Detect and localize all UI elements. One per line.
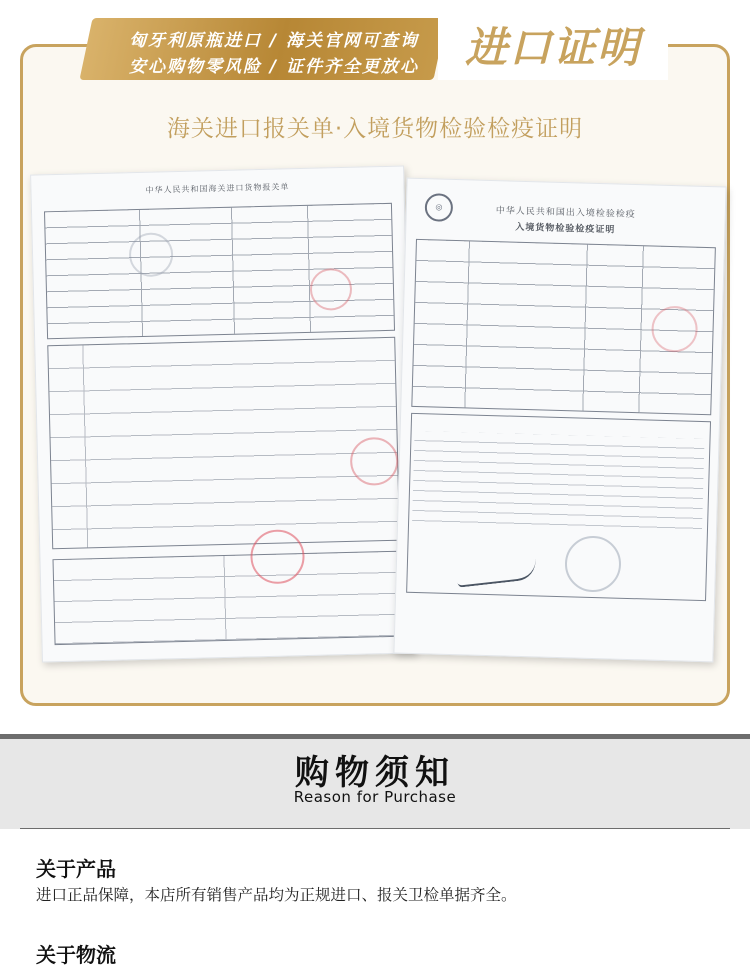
banner-line-2: 安心购物零风险 / 证件齐全更放心 (128, 57, 420, 77)
reason-title: 购物须知 (295, 753, 455, 793)
inspection-certificate-subtitle: 入境货物检验检疫证明 (515, 222, 616, 236)
customs-declaration-title: 中华人民共和国海关进口货物报关单 (145, 182, 290, 195)
customs-goods-grid (47, 337, 400, 549)
import-proof-title: 进口证明 (438, 16, 668, 80)
divider (20, 828, 730, 829)
section-heading-logistics: 关于物流 (36, 943, 116, 967)
inspection-certificate-title: 中华人民共和国出入境检验检疫 (495, 206, 636, 221)
customs-footer-grid (52, 551, 402, 645)
inspection-goods-lines (412, 431, 704, 531)
section-text-product: 进口正品保障，本店所有销售产品均为正规进口、报关卫检单据齐全。 (36, 886, 517, 904)
inspection-certificate-image (393, 178, 726, 663)
ciq-logo-icon: ◎ (424, 193, 453, 222)
banner-line-1: 匈牙利原瓶进口 / 海关官网可查询 (128, 31, 420, 51)
reason-subtitle: Reason for Purchase (293, 788, 457, 806)
customs-declaration-image (30, 166, 416, 663)
section-heading-product: 关于产品 (36, 857, 116, 881)
documents-subtitle: 海关进口报关单·入境货物检验检疫证明 (166, 116, 584, 142)
